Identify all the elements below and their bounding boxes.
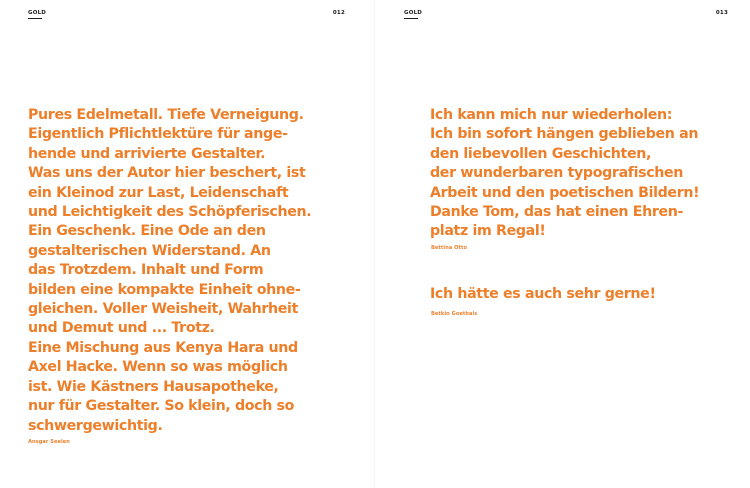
section-label: GOLD: [404, 10, 423, 16]
section-header: [404, 10, 422, 19]
quote-text: Ich kann mich nur wiederholen: Ich bin sofort hängen geblieben an den liebevollen Geschichten, der wunderbaren typografischen Arbeit und den poetischen Bildern! Danke Tom, das hat einen Ehren- platz im Regal!: [430, 107, 700, 240]
quote-attribution: Ansgar Seelen: [28, 439, 70, 445]
quote-attribution: Betkin Goethals: [431, 311, 478, 317]
page-number: 013: [715, 10, 728, 16]
right-page: [375, 0, 750, 488]
section-header: [28, 10, 46, 19]
section-underline: [28, 18, 42, 19]
quote-text: Pures Edelmetall. Tiefe Verneigung. Eigentlich Pflichtlektüre für ange- hende und arrivierte Gestalter. Was uns der Autor hier beschert, ist ein Kleinod zur Last, Leidenschaft und Leichtigkeit des Schöpferischen. Ein Geschenk. Eine Ode an den gestalterischen Widerstand. An das Trotzdem. Inhalt und Form bilden eine kompakte Einheit ohne- gleichen. Voller Weisheit, Wahrheit und Demut und ... Trotz. Eine Mischung aus Kenya Hara und Axel Hacke. Wenn so was möglich ist. Wie Kästners Hausapotheke, nur für Gestalter. So klein, doch so schwergewichtig.: [28, 107, 312, 434]
quote-text: Ich hätte es auch sehr gerne!: [430, 286, 656, 302]
section-label: GOLD: [28, 10, 47, 16]
section-underline: [404, 18, 418, 19]
quote-attribution: Bettina Otto: [431, 245, 468, 251]
page-number: 012: [332, 10, 345, 16]
